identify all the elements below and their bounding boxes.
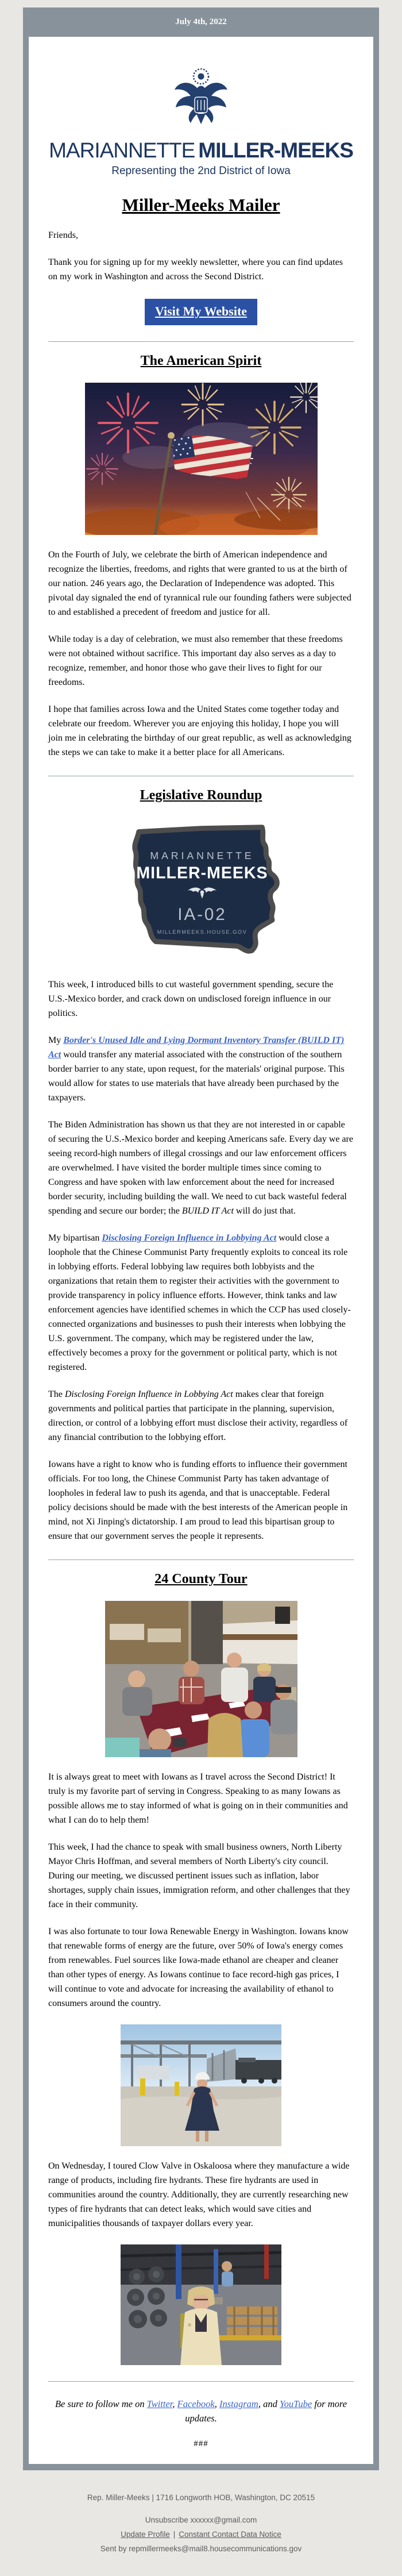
- footer-address: Rep. Miller-Meeks | 1716 Longworth HOB, Washington, DC 20515: [87, 2493, 315, 2502]
- foreign-influence-act-mention: Disclosing Foreign Influence in Lobbying Act: [64, 1389, 233, 1399]
- legislative-paragraph: This week, I introduced bills to cut wasteful government spending, secure the U.S.-Mexico border, and crack down on undisclosed foreign influence in our politics.: [48, 980, 334, 1018]
- end-mark: ###: [194, 2439, 208, 2448]
- sent-by-line: Sent by repmillermeeks@mail8.housecommunications.gov: [100, 2544, 302, 2553]
- footer-links: [0, 2530, 402, 2539]
- foreign-influence-act-link[interactable]: Disclosing Foreign Influence in Lobbying Act: [102, 1233, 277, 1243]
- legislative-roundup-heading: Legislative Roundup: [140, 788, 262, 803]
- section-divider: [48, 341, 354, 342]
- build-it-act-link[interactable]: Border's Unused Idle and Lying Dormant Inventory Transfer (BUILD IT) Act: [48, 1035, 345, 1060]
- legislative-paragraph: [48, 1033, 354, 1105]
- twitter-link[interactable]: Twitter: [146, 2398, 173, 2409]
- spirit-paragraph: On the Fourth of July, we celebrate the birth of American independence and recognize the liberties, freedoms, and rights that were granted to us at the birth of our nation. 246 years ago, the Declaration of Independence was adopted. This pivotal day signaled the end of tyrannical rule our founding fathers were subjected to and established a precedent of freedom and justice for all.: [48, 550, 351, 617]
- text: My: [48, 1035, 64, 1045]
- text: would close a loophole that the Chinese Communist Party frequently exploits to conceal its role in lobbying efforts. Federal lobbying law requires both lobbyists and the organizations that retain them to register their activities with the government to provide transparency in policy influence efforts. However, think tanks and law enforcement agencies have identified schemes in which the CCP has used closely-connected organizations and businesses to push their interests when lobbying the U.S. government. The company, which may be registered under the law, effectively becomes a proxy for the government or political party, which is not registered.: [48, 1233, 351, 1372]
- renewable-energy-tour-photo: [40, 2024, 362, 2146]
- american-spirit-heading: The American Spirit: [140, 353, 262, 368]
- text: The: [48, 1389, 65, 1399]
- tour-paragraph: On Wednesday, I toured Clow Valve in Oskaloosa where they manufacture a wide range of products, including fire hydrants. These fire hydrants are used in communities around the country. Additionally, they are currently researching new types of fire hydrants that can detect leaks, which would save cities and municipalities thousands of taxpayer dollars every year.: [48, 2161, 350, 2228]
- unsubscribe-line: [0, 2516, 402, 2524]
- update-profile-link[interactable]: Update Profile: [121, 2530, 170, 2539]
- logo-name-main: MILLER-MEEKS: [136, 864, 268, 883]
- youtube-link[interactable]: YouTube: [279, 2398, 312, 2409]
- greeting: Friends,: [48, 230, 78, 240]
- intro-paragraph: Thank you for signing up for my weekly newsletter, where you can find updates on my work in Washington and across the Second District.: [48, 257, 343, 282]
- miller-meeks-iowa-logo: [40, 815, 362, 965]
- last-name: MILLER-MEEKS: [198, 138, 353, 162]
- tour-paragraph: It is always great to meet with Iowans as I travel across the Second District! It truly is my favorite part of serving in Congress. Speaking to as many Iowans as possible allows me to stay informed of what is going on in their communities and what I can do to help them!: [48, 1772, 348, 1825]
- legislative-paragraph: [48, 1387, 354, 1445]
- text: will do just that.: [233, 1206, 296, 1216]
- text: ,: [172, 2398, 177, 2409]
- congress-eagle-seal-icon: [171, 120, 231, 130]
- constant-contact-data-notice-link[interactable]: Constant Contact Data Notice: [179, 2530, 281, 2539]
- text: for more updates.: [185, 2398, 347, 2424]
- logo-website: MILLERMEEKS.HOUSE.GOV: [157, 929, 248, 935]
- district-tagline: Representing the 2nd District of Iowa: [111, 165, 291, 177]
- text: , and: [258, 2398, 280, 2409]
- legislative-paragraph: [48, 1231, 354, 1374]
- social-follow-line: [46, 2397, 356, 2425]
- date-bar: July 4th, 2022: [175, 17, 227, 26]
- instagram-link[interactable]: Instagram: [219, 2398, 258, 2409]
- email-card-frame: [23, 7, 379, 2470]
- facebook-link[interactable]: Facebook: [177, 2398, 215, 2409]
- separator: |: [173, 2530, 176, 2539]
- logo-district: IA-02: [177, 905, 227, 925]
- first-name: MARIANNETTE: [49, 138, 195, 162]
- unsubscribe-link[interactable]: Unsubscribe: [145, 2516, 188, 2524]
- roundtable-meeting-photo: [40, 1601, 362, 1757]
- text: My bipartisan: [48, 1233, 102, 1243]
- spirit-paragraph: While today is a day of celebration, we must also remember that these freedoms were not obtained without sacrifice. This important day also serves as a day to recognize, remember, and honor those who gave their lives to fight for our freedoms.: [48, 634, 343, 687]
- clow-valve-factory-photo: [40, 2244, 362, 2365]
- logo-name-top: MARIANNETTE: [150, 849, 254, 861]
- fireworks-flag-photo: [40, 383, 362, 535]
- unsubscribe-email: xxxxxx@gmail.com: [190, 2516, 257, 2524]
- email-body: [29, 37, 373, 2464]
- text: ,: [214, 2398, 219, 2409]
- newsletter-title: Miller-Meeks Mailer: [122, 195, 280, 215]
- county-tour-heading: 24 County Tour: [154, 1572, 248, 1587]
- legislative-paragraph: [48, 1118, 354, 1218]
- legislative-paragraph: Iowans have a right to know who is funding efforts to influence their government officials. For too long, the Chinese Communist Party has taken advantage of loopholes in federal law to push its agenda, and that is unacceptable. Federal policy decisions should be made with the best interests of the American people in mind, not Xi Jinping's dictatorship. I am proud to lead this bipartisan group to ensure that our government serves the people it represents.: [48, 1460, 348, 1541]
- representative-name: [40, 138, 362, 163]
- section-divider: [48, 2381, 354, 2382]
- build-it-act-mention: BUILD IT Act: [181, 1206, 234, 1216]
- visit-website-button[interactable]: Visit My Website: [145, 299, 257, 325]
- text: The Biden Administration has shown us that they are not interested in or capable of securing the U.S.-Mexico border and keeping Americans safe. Every day we are seeing record-high numbers of illegal crossings and our law enforcement officers are overwhelmed. I have visited the border multiple times since coming to Congress and have spoken with law enforcement about the need for increased border security, including building the wall. We need to cut back wasteful federal spending and secure our border; the: [48, 1120, 353, 1216]
- tour-paragraph: I was also fortunate to tour Iowa Renewable Energy in Washington. Iowans know that renewable forms of energy are the future, over 50% of Iowa's energy comes from renewables. Fuel sources like Iowa-made ethanol are cheaper and cleaner than other types of energy. As Iowans continue to face record-high gas prices, I will continue to vote and advocate for increasing the availability of ethanol to consumers around the country.: [48, 1927, 349, 2008]
- header: [40, 37, 362, 130]
- text: Be sure to follow me on: [55, 2398, 147, 2409]
- email-footer: [0, 2470, 402, 2576]
- text: makes clear that foreign governments and political parties that participate in the planning, supervision, direction, or control of a lobbying effort must disclose their activity, regardless of any financial contribution to the lobbying effort.: [48, 1389, 348, 1442]
- spirit-paragraph: I hope that families across Iowa and the United States come together today and celebrate our freedom. Wherever you are enjoying this holiday, I hope you will join me in celebrating the birthday of our great republic, as well as acknowledging the steps we can take to make it a better place for all Americans.: [48, 704, 351, 757]
- tour-paragraph: This week, I had the chance to speak with small business owners, North Liberty Mayor Chris Hoffman, and several members of North Liberty's city council. During our meeting, we discussed pertinent issues such as inflation, labor shortages, supply chain issues, immigration reform, and other challenges that they face in their community.: [48, 1842, 350, 1909]
- text: would transfer any material associated with the construction of the southern border barrier to any state, upon request, for the materials' original purpose. This would allow for states to use materials that have already been purchased by the taxpayers.: [48, 1050, 345, 1103]
